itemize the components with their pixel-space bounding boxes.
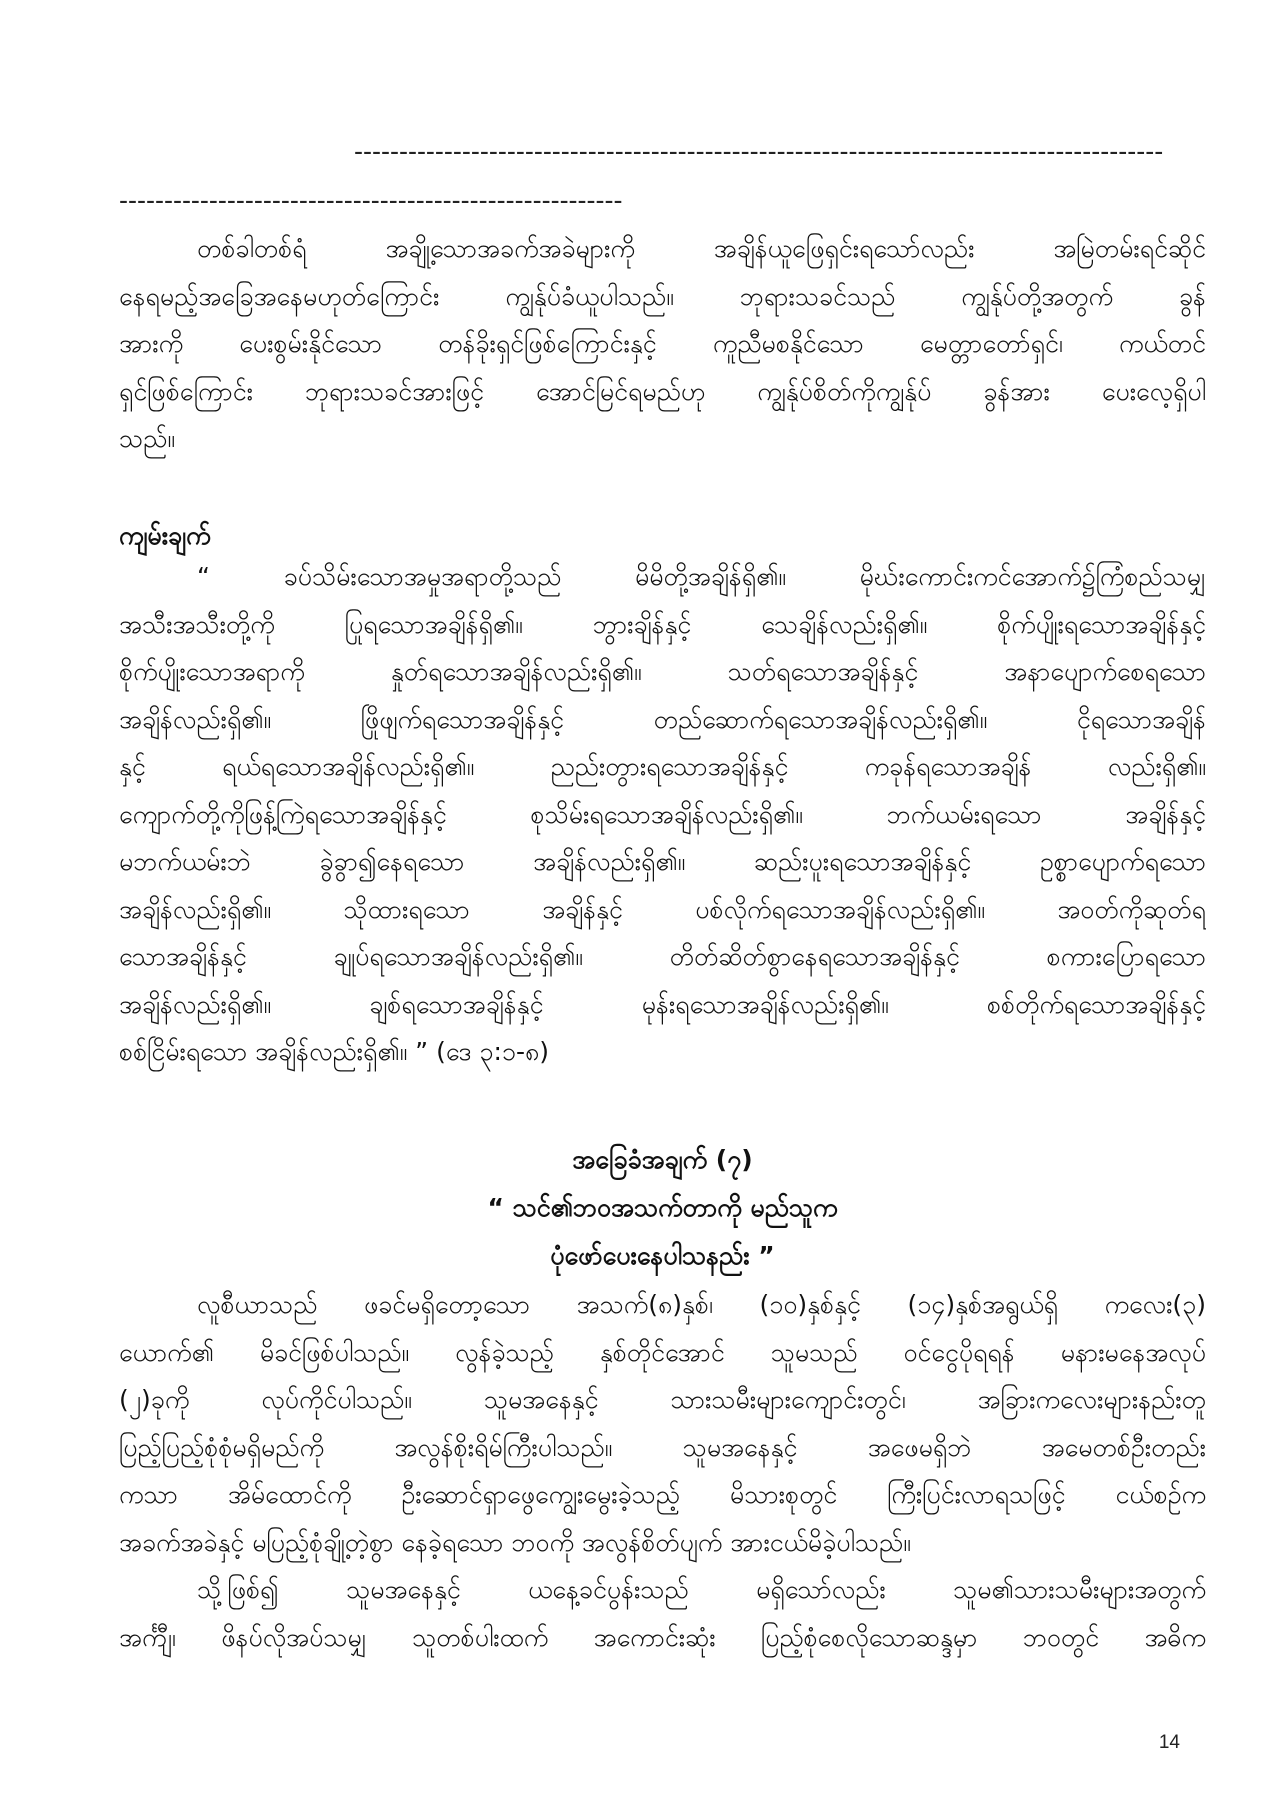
section-title-line: “ သင်၏ဘဝအသက်တာကို မည်သူက <box>487 1193 838 1222</box>
scripture-line: အချိန်လည်းရှိ၏။ သိုထားရသော အချိန်နှင့် ပစ်လိုက်ရသောအချိန်လည်းရှိ၏။ အဝတ်ကိုဆုတ်ရ <box>119 894 1206 924</box>
scripture-line: သောအချိန်နှင့် ချုပ်ရသောအချိန်လည်းရှိ၏။ တိတ်ဆိတ်စွာနေရသောအချိန်နှင့် စကားပြောရသော <box>119 942 1206 971</box>
scripture-line: “ ခပ်သိမ်းသောအမှုအရာတို့သည် မိမိတို့အချိန်ရှိ၏။ မိုဃ်းကောင်းကင်အောက်၌ကြံစည်သမျှ <box>197 562 1206 591</box>
dashed-separator-continuation: -------------------------------------------------------- <box>119 185 623 215</box>
story-line: (၂)ခုကို လုပ်ကိုင်ပါသည်။ သူမအနေနှင့် သားသမီးများကျောင်းတွင်၊ အခြားကလေးများနည်းတူ <box>119 1385 1206 1414</box>
story-line: အင်္ကျီ၊ ဖိနပ်လိုအပ်သမျှ သူတစ်ပါးထက် အကောင်းဆုံး ပြည့်စုံစေလိုသောဆန္ဒမှာ ဘဝတွင် အဓိက <box>119 1622 1206 1652</box>
intro-line: နေရမည့်အခြေအနေမဟုတ်ကြောင်း ကျွန်ုပ်ခံယူပါသည်။ ဘုရားသခင်သည် ကျွန်ုပ်တို့အတွက် ခွန် <box>119 281 1206 311</box>
intro-paragraph <box>119 225 1206 463</box>
scripture-line: နှင့် ရယ်ရသောအချိန်လည်းရှိ၏။ ညည်းတွားရသောအချိန်နှင့် ကခုန်ရသောအချိန် လည်းရှိ၏။ <box>119 752 1206 781</box>
intro-line: ရှင်ဖြစ်ကြောင်း ဘုရားသခင်အားဖြင့် အောင်မြင်ရမည်ဟု ကျွန်ုပ်စိတ်ကိုကျွန်ုပ် ခွန်အား ပေးလေ့ရှိပါ <box>119 376 1206 406</box>
section-title-line: ပုံဖော်ပေးနေပါသနည်း ” <box>550 1241 775 1270</box>
story-line: ယောက်၏ မိခင်ဖြစ်ပါသည်။ လွန်ခဲ့သည့် နှစ်တိုင်အောင် သူမသည် ဝင်ငွေပိုရရန် မနားမနေအလုပ် <box>119 1337 1206 1367</box>
story-line: ပြည့်ပြည့်စုံစုံမရှိမည်ကို အလွန်စိုးရိမ်ကြီးပါသည်။ သူမအနေနှင့် အဖေမရှိဘဲ အမေတစ်ဦးတည်း <box>119 1432 1206 1462</box>
scripture-quote <box>119 553 1206 1076</box>
dashed-separator-top: ------------------------------------------------------------------------------------------ <box>354 136 1164 166</box>
scripture-line: အချိန်လည်းရှိ၏။ ဖြိုဖျက်ရသောအချိန်နှင့် တည်ဆောက်ရသောအချိန်လည်းရှိ၏။ ငိုရသောအချိန် <box>119 704 1206 734</box>
scripture-heading: ကျမ်းချက် <box>119 521 211 550</box>
scripture-line: အချိန်လည်းရှိ၏။ ချစ်ရသောအချိန်နှင့် မုန်းရသောအချိန်လည်းရှိ၏။ စစ်တိုက်ရသောအချိန်နှင့် <box>119 989 1206 1019</box>
scripture-line: မဘက်ယမ်းဘဲ ခွဲခွာ၍နေရသော အချိန်လည်းရှိ၏။ ဆည်းပူးရသောအချိန်နှင့် ဥစ္စာပျောက်ရသော <box>119 847 1206 876</box>
intro-line: တစ်ခါတစ်ရံ အချို့သောအခက်အခဲများကို အချိန်ယူဖြေရှင်းရသော်လည်း အမြဲတမ်းရင်ဆိုင် <box>197 234 1206 263</box>
story-text <box>119 1281 1206 1661</box>
story-line: သို့ဖြစ်၍ သူမအနေနှင့် ယနေ့ခင်ပွန်းသည် မရှိသော်လည်း သူမ၏သားသမီးများအတွက် <box>197 1575 1206 1604</box>
story-line: အခက်အခဲနှင့် မပြည့်စုံချို့တဲ့စွာ နေခဲ့ရသော ဘဝကို အလွန်စိတ်ပျက် အားငယ်မိခဲ့ပါသည်။ <box>119 1527 911 1557</box>
page-number: 14 <box>1158 1732 1180 1753</box>
section-title <box>119 1136 1206 1280</box>
intro-line: အားကို ပေးစွမ်းနိုင်သော တန်ခိုးရှင်ဖြစ်ကြောင်းနှင့် ကူညီမစနိုင်သော မေတ္တာတော်ရှင်၊ ကယ်တင် <box>119 329 1206 358</box>
scripture-line: ကျောက်တို့ကိုဖြန့်ကြဲရသောအချိန်နှင့် စုသိမ်းရသောအချိန်လည်းရှိ၏။ ဘက်ယမ်းရသော အချိန်နှင့် <box>119 799 1206 829</box>
scripture-line: စစ်ငြိမ်းရသော အချိန်လည်းရှိ၏။ ” (ဒေ ၃:၁-၈) <box>119 1037 550 1066</box>
scripture-line: စိုက်ပျိုးသောအရာကို နှုတ်ရသောအချိန်လည်းရှိ၏။ သတ်ရသောအချိန်နှင့် အနာပျောက်စေရသော <box>119 657 1206 686</box>
scripture-line: အသီးအသီးတို့ကို ပြုရသောအချိန်ရှိ၏။ ဘွားချိန်နှင့် သေချိန်လည်းရှိ၏။ စိုက်ပျိုးရသောအချိန်နှင့် <box>119 609 1206 639</box>
section-number-title: အခြေခံအချက် (၇) <box>572 1145 753 1174</box>
intro-line: သည်။ <box>119 424 175 453</box>
story-line: ကသာ အိမ်ထောင်ကို ဦးဆောင်ရှာဖွေကျွေးမွေးခဲ့သည့် မိသားစုတွင် ကြီးပြင်းလာရသဖြင့် ငယ်စဉ်က <box>119 1480 1206 1509</box>
story-line: လူစီယာသည် ဖခင်မရှိတော့သော အသက်(၈)နှစ်၊ (၁၀)နှစ်နှင့် (၁၄)နှစ်အရွယ်ရှိ ကလေး(၃) <box>197 1290 1206 1319</box>
